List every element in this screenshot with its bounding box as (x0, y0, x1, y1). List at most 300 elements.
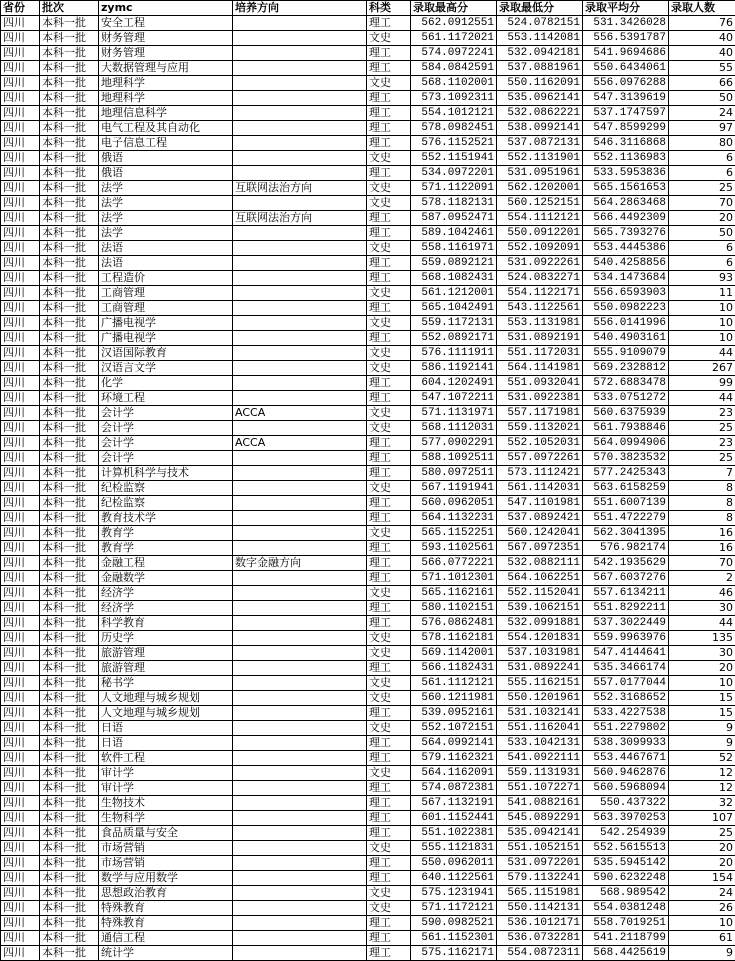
category-cell: 理工 (367, 706, 411, 721)
count-cell: 25 (669, 826, 735, 841)
direction-cell (233, 61, 367, 76)
major-cell: 纪检监察 (99, 496, 233, 511)
direction-cell (233, 136, 367, 151)
min-score-cell: 551.1072271 (497, 781, 583, 796)
max-score-cell: 574.0972241 (411, 46, 497, 61)
major-cell: 工商管理 (99, 286, 233, 301)
category-cell: 理工 (367, 46, 411, 61)
table-row (1, 166, 735, 181)
province-cell: 四川 (1, 136, 40, 151)
max-score-cell: 575.1162171 (411, 946, 497, 961)
count-cell: 25 (669, 421, 735, 436)
direction-cell: 互联网法治方向 (233, 181, 367, 196)
province-cell: 四川 (1, 421, 40, 436)
category-cell: 文史 (367, 196, 411, 211)
batch-cell: 本科一批 (40, 706, 99, 721)
avg-score-cell: 552.1136983 (583, 151, 669, 166)
category-cell: 理工 (367, 601, 411, 616)
table-row (1, 586, 735, 601)
category-cell: 文史 (367, 421, 411, 436)
avg-score-cell: 533.4227538 (583, 706, 669, 721)
table-row (1, 406, 735, 421)
min-score-cell: 524.0782151 (497, 16, 583, 31)
major-cell: 教育技术学 (99, 511, 233, 526)
batch-cell: 本科一批 (40, 376, 99, 391)
direction-cell (233, 316, 367, 331)
min-score-cell: 551.1172031 (497, 346, 583, 361)
batch-cell: 本科一批 (40, 346, 99, 361)
major-cell: 纪检监察 (99, 481, 233, 496)
header-avg-score: 录取平均分 (583, 1, 669, 16)
min-score-cell: 553.1142081 (497, 31, 583, 46)
direction-cell: ACCA (233, 436, 367, 451)
table-row (1, 496, 735, 511)
table-row (1, 451, 735, 466)
direction-cell (233, 451, 367, 466)
avg-score-cell: 570.3823532 (583, 451, 669, 466)
major-cell: 金融工程 (99, 556, 233, 571)
avg-score-cell: 550.0982223 (583, 301, 669, 316)
province-cell: 四川 (1, 721, 40, 736)
major-cell: 安全工程 (99, 16, 233, 31)
min-score-cell: 538.0992141 (497, 121, 583, 136)
avg-score-cell: 560.5968094 (583, 781, 669, 796)
table-row (1, 886, 735, 901)
province-cell: 四川 (1, 586, 40, 601)
category-cell: 理工 (367, 121, 411, 136)
max-score-cell: 578.0982451 (411, 121, 497, 136)
major-cell: 通信工程 (99, 931, 233, 946)
major-cell: 会计学 (99, 436, 233, 451)
province-cell: 四川 (1, 376, 40, 391)
header-batch: 批次 (40, 1, 99, 16)
province-cell: 四川 (1, 886, 40, 901)
batch-cell: 本科一批 (40, 481, 99, 496)
major-cell: 电子信息工程 (99, 136, 233, 151)
table-row (1, 226, 735, 241)
count-cell: 50 (669, 91, 735, 106)
table-row (1, 31, 735, 46)
count-cell: 99 (669, 376, 735, 391)
province-cell: 四川 (1, 331, 40, 346)
count-cell: 76 (669, 16, 735, 31)
category-cell: 理工 (367, 931, 411, 946)
category-cell: 理工 (367, 796, 411, 811)
direction-cell (233, 346, 367, 361)
category-cell: 理工 (367, 376, 411, 391)
count-cell: 50 (669, 226, 735, 241)
max-score-cell: 564.1132231 (411, 511, 497, 526)
count-cell: 25 (669, 181, 735, 196)
min-score-cell: 541.0922111 (497, 751, 583, 766)
province-cell: 四川 (1, 481, 40, 496)
avg-score-cell: 551.6007139 (583, 496, 669, 511)
major-cell: 法语 (99, 241, 233, 256)
category-cell: 文史 (367, 841, 411, 856)
batch-cell: 本科一批 (40, 586, 99, 601)
category-cell: 理工 (367, 301, 411, 316)
category-cell: 文史 (367, 316, 411, 331)
avg-score-cell: 546.3116868 (583, 136, 669, 151)
province-cell: 四川 (1, 466, 40, 481)
count-cell: 6 (669, 256, 735, 271)
category-cell: 文史 (367, 886, 411, 901)
count-cell: 8 (669, 481, 735, 496)
min-score-cell: 537.0881961 (497, 61, 583, 76)
batch-cell: 本科一批 (40, 226, 99, 241)
category-cell: 理工 (367, 136, 411, 151)
min-score-cell: 567.0972351 (497, 541, 583, 556)
batch-cell: 本科一批 (40, 16, 99, 31)
direction-cell (233, 856, 367, 871)
min-score-cell: 533.1042131 (497, 736, 583, 751)
avg-score-cell: 551.8292211 (583, 601, 669, 616)
table-row (1, 301, 735, 316)
province-cell: 四川 (1, 811, 40, 826)
direction-cell (233, 511, 367, 526)
province-cell: 四川 (1, 661, 40, 676)
header-category: 科类 (367, 1, 411, 16)
category-cell: 理工 (367, 61, 411, 76)
avg-score-cell: 550.6434061 (583, 61, 669, 76)
major-cell: 人文地理与城乡规划 (99, 691, 233, 706)
max-score-cell: 593.1102561 (411, 541, 497, 556)
major-cell: 食品质量与安全 (99, 826, 233, 841)
category-cell: 文史 (367, 286, 411, 301)
province-cell: 四川 (1, 301, 40, 316)
category-cell: 理工 (367, 811, 411, 826)
avg-score-cell: 558.7019251 (583, 916, 669, 931)
avg-score-cell: 542.254939 (583, 826, 669, 841)
category-cell: 理工 (367, 826, 411, 841)
count-cell: 9 (669, 736, 735, 751)
max-score-cell: 561.1152301 (411, 931, 497, 946)
count-cell: 20 (669, 841, 735, 856)
direction-cell (233, 616, 367, 631)
batch-cell: 本科一批 (40, 211, 99, 226)
province-cell: 四川 (1, 571, 40, 586)
min-score-cell: 531.0922261 (497, 256, 583, 271)
province-cell: 四川 (1, 16, 40, 31)
max-score-cell: 584.0842591 (411, 61, 497, 76)
avg-score-cell: 550.437322 (583, 796, 669, 811)
batch-cell: 本科一批 (40, 631, 99, 646)
table-row (1, 736, 735, 751)
direction-cell (233, 271, 367, 286)
table-row (1, 346, 735, 361)
avg-score-cell: 533.5953836 (583, 166, 669, 181)
category-cell: 理工 (367, 16, 411, 31)
header-row (1, 1, 735, 16)
count-cell: 6 (669, 151, 735, 166)
count-cell: 10 (669, 916, 735, 931)
category-cell: 文史 (367, 901, 411, 916)
province-cell: 四川 (1, 346, 40, 361)
province-cell: 四川 (1, 196, 40, 211)
max-score-cell: 566.0772221 (411, 556, 497, 571)
batch-cell: 本科一批 (40, 676, 99, 691)
direction-cell (233, 811, 367, 826)
max-score-cell: 559.0892121 (411, 256, 497, 271)
batch-cell: 本科一批 (40, 436, 99, 451)
table-row (1, 811, 735, 826)
batch-cell: 本科一批 (40, 31, 99, 46)
count-cell: 24 (669, 106, 735, 121)
avg-score-cell: 551.2279802 (583, 721, 669, 736)
table-row (1, 511, 735, 526)
avg-score-cell: 552.3168652 (583, 691, 669, 706)
avg-score-cell: 553.4445386 (583, 241, 669, 256)
direction-cell (233, 31, 367, 46)
avg-score-cell: 577.2425343 (583, 466, 669, 481)
count-cell: 16 (669, 541, 735, 556)
table-row (1, 421, 735, 436)
major-cell: 教育学 (99, 526, 233, 541)
direction-cell: 互联网法治方向 (233, 211, 367, 226)
max-score-cell: 560.0962051 (411, 496, 497, 511)
province-cell: 四川 (1, 256, 40, 271)
category-cell: 文史 (367, 691, 411, 706)
major-cell: 广播电视学 (99, 331, 233, 346)
major-cell: 俄语 (99, 166, 233, 181)
category-cell: 文史 (367, 526, 411, 541)
table-row (1, 871, 735, 886)
min-score-cell: 554.1201831 (497, 631, 583, 646)
table-row (1, 106, 735, 121)
max-score-cell: 567.1191941 (411, 481, 497, 496)
table-row (1, 526, 735, 541)
count-cell: 10 (669, 676, 735, 691)
avg-score-cell: 572.6883478 (583, 376, 669, 391)
max-score-cell: 566.1182431 (411, 661, 497, 676)
major-cell: 特殊教育 (99, 916, 233, 931)
avg-score-cell: 534.1473684 (583, 271, 669, 286)
max-score-cell: 562.0912551 (411, 16, 497, 31)
min-score-cell: 531.0972201 (497, 856, 583, 871)
max-score-cell: 558.1161971 (411, 241, 497, 256)
max-score-cell: 569.1142001 (411, 646, 497, 661)
province-cell: 四川 (1, 931, 40, 946)
count-cell: 6 (669, 166, 735, 181)
min-score-cell: 554.1112121 (497, 211, 583, 226)
max-score-cell: 565.1042491 (411, 301, 497, 316)
major-cell: 汉语言文学 (99, 361, 233, 376)
min-score-cell: 559.1131931 (497, 766, 583, 781)
major-cell: 法学 (99, 181, 233, 196)
max-score-cell: 588.1092511 (411, 451, 497, 466)
min-score-cell: 560.1242041 (497, 526, 583, 541)
major-cell: 财务管理 (99, 31, 233, 46)
batch-cell: 本科一批 (40, 166, 99, 181)
max-score-cell: 568.1102001 (411, 76, 497, 91)
direction-cell (233, 301, 367, 316)
count-cell: 6 (669, 241, 735, 256)
direction-cell (233, 826, 367, 841)
min-score-cell: 531.0922381 (497, 391, 583, 406)
category-cell: 理工 (367, 256, 411, 271)
count-cell: 26 (669, 901, 735, 916)
direction-cell (233, 526, 367, 541)
table-row (1, 721, 735, 736)
max-score-cell: 565.1162161 (411, 586, 497, 601)
table-row (1, 271, 735, 286)
table-row (1, 391, 735, 406)
avg-score-cell: 553.4467671 (583, 751, 669, 766)
direction-cell (233, 766, 367, 781)
avg-score-cell: 538.3099933 (583, 736, 669, 751)
count-cell: 10 (669, 316, 735, 331)
province-cell: 四川 (1, 361, 40, 376)
table-row (1, 616, 735, 631)
batch-cell: 本科一批 (40, 601, 99, 616)
category-cell: 理工 (367, 211, 411, 226)
avg-score-cell: 560.9462876 (583, 766, 669, 781)
direction-cell (233, 886, 367, 901)
category-cell: 文史 (367, 346, 411, 361)
min-score-cell: 554.0872311 (497, 946, 583, 961)
batch-cell: 本科一批 (40, 766, 99, 781)
count-cell: 9 (669, 946, 735, 961)
table-row (1, 931, 735, 946)
avg-score-cell: 566.4492309 (583, 211, 669, 226)
batch-cell: 本科一批 (40, 106, 99, 121)
header-province: 省份 (1, 1, 40, 16)
max-score-cell: 564.0992141 (411, 736, 497, 751)
category-cell: 理工 (367, 736, 411, 751)
avg-score-cell: 557.0177044 (583, 676, 669, 691)
max-score-cell: 576.1152521 (411, 136, 497, 151)
province-cell: 四川 (1, 211, 40, 226)
min-score-cell: 557.0972261 (497, 451, 583, 466)
min-score-cell: 552.1092091 (497, 241, 583, 256)
batch-cell: 本科一批 (40, 316, 99, 331)
category-cell: 理工 (367, 541, 411, 556)
table-row (1, 781, 735, 796)
min-score-cell: 557.1171981 (497, 406, 583, 421)
avg-score-cell: 542.1935629 (583, 556, 669, 571)
table-row (1, 61, 735, 76)
count-cell: 30 (669, 646, 735, 661)
direction-cell (233, 151, 367, 166)
batch-cell: 本科一批 (40, 556, 99, 571)
direction-cell (233, 796, 367, 811)
batch-cell: 本科一批 (40, 571, 99, 586)
category-cell: 理工 (367, 856, 411, 871)
major-cell: 化学 (99, 376, 233, 391)
category-cell: 理工 (367, 556, 411, 571)
table-row (1, 256, 735, 271)
province-cell: 四川 (1, 556, 40, 571)
major-cell: 人文地理与城乡规划 (99, 706, 233, 721)
batch-cell: 本科一批 (40, 841, 99, 856)
province-cell: 四川 (1, 61, 40, 76)
min-score-cell: 553.1131981 (497, 316, 583, 331)
count-cell: 46 (669, 586, 735, 601)
category-cell: 理工 (367, 436, 411, 451)
avg-score-cell: 531.3426028 (583, 16, 669, 31)
province-cell: 四川 (1, 796, 40, 811)
major-cell: 财务管理 (99, 46, 233, 61)
table-row (1, 901, 735, 916)
major-cell: 法学 (99, 196, 233, 211)
province-cell: 四川 (1, 316, 40, 331)
count-cell: 44 (669, 346, 735, 361)
min-score-cell: 551.1162041 (497, 721, 583, 736)
batch-cell: 本科一批 (40, 796, 99, 811)
avg-score-cell: 541.2118799 (583, 931, 669, 946)
max-score-cell: 579.1162321 (411, 751, 497, 766)
table-row (1, 286, 735, 301)
major-cell: 市场营销 (99, 856, 233, 871)
major-cell: 工程造价 (99, 271, 233, 286)
category-cell: 理工 (367, 751, 411, 766)
count-cell: 12 (669, 766, 735, 781)
direction-cell (233, 646, 367, 661)
batch-cell: 本科一批 (40, 391, 99, 406)
major-cell: 法学 (99, 211, 233, 226)
province-cell: 四川 (1, 166, 40, 181)
table-row (1, 751, 735, 766)
count-cell: 30 (669, 601, 735, 616)
direction-cell (233, 106, 367, 121)
min-score-cell: 565.1151981 (497, 886, 583, 901)
major-cell: 环境工程 (99, 391, 233, 406)
avg-score-cell: 557.6134211 (583, 586, 669, 601)
table-row (1, 826, 735, 841)
province-cell: 四川 (1, 946, 40, 961)
major-cell: 电气工程及其自动化 (99, 121, 233, 136)
province-cell: 四川 (1, 436, 40, 451)
major-cell: 审计学 (99, 781, 233, 796)
max-score-cell: 604.1202491 (411, 376, 497, 391)
min-score-cell: 537.0872131 (497, 136, 583, 151)
major-cell: 生物技术 (99, 796, 233, 811)
batch-cell: 本科一批 (40, 901, 99, 916)
avg-score-cell: 541.9694686 (583, 46, 669, 61)
province-cell: 四川 (1, 871, 40, 886)
header-major: zymc (99, 1, 233, 16)
category-cell: 文史 (367, 676, 411, 691)
table-row (1, 766, 735, 781)
major-cell: 日语 (99, 721, 233, 736)
max-score-cell: 568.1082431 (411, 271, 497, 286)
batch-cell: 本科一批 (40, 616, 99, 631)
table-row (1, 466, 735, 481)
category-cell: 理工 (367, 496, 411, 511)
batch-cell: 本科一批 (40, 466, 99, 481)
max-score-cell: 565.1152251 (411, 526, 497, 541)
batch-cell: 本科一批 (40, 406, 99, 421)
min-score-cell: 550.1142131 (497, 901, 583, 916)
table-row (1, 376, 735, 391)
province-cell: 四川 (1, 511, 40, 526)
batch-cell: 本科一批 (40, 181, 99, 196)
category-cell: 文史 (367, 181, 411, 196)
count-cell: 80 (669, 136, 735, 151)
table-row (1, 361, 735, 376)
count-cell: 97 (669, 121, 735, 136)
direction-cell (233, 736, 367, 751)
min-score-cell: 579.1132241 (497, 871, 583, 886)
max-score-cell: 578.1182131 (411, 196, 497, 211)
count-cell: 11 (669, 286, 735, 301)
province-cell: 四川 (1, 241, 40, 256)
avg-score-cell: 564.0994906 (583, 436, 669, 451)
major-cell: 软件工程 (99, 751, 233, 766)
table-row (1, 646, 735, 661)
category-cell: 文史 (367, 631, 411, 646)
max-score-cell: 550.0962011 (411, 856, 497, 871)
